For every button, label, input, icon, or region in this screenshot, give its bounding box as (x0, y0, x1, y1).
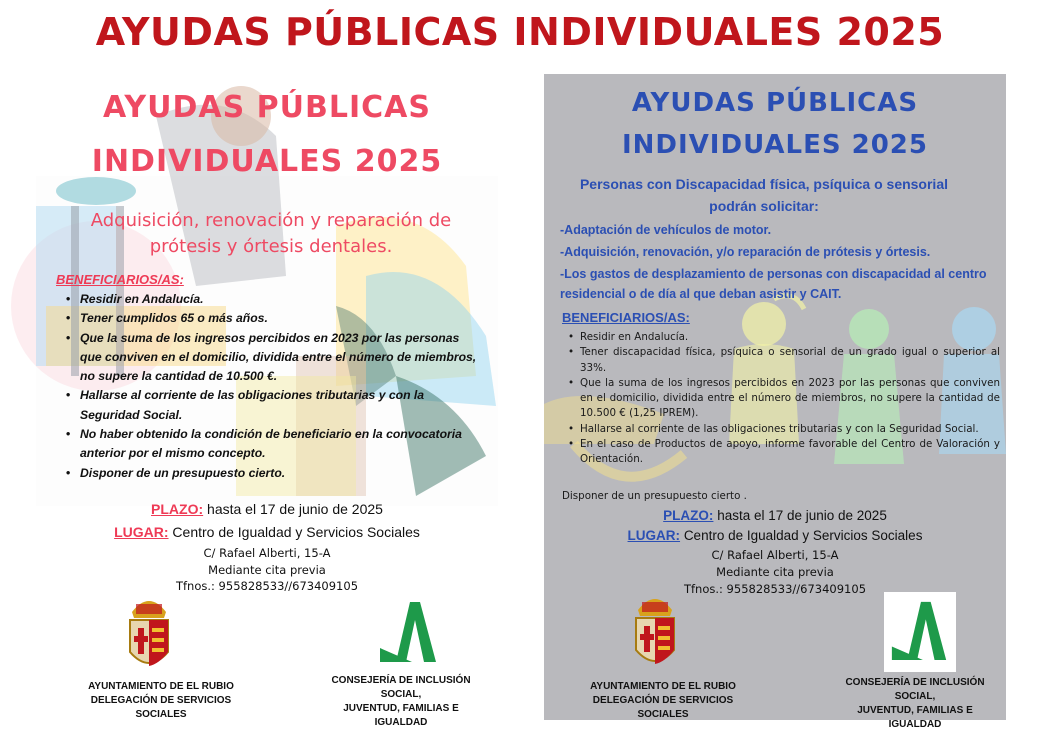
right-item: -Adaptación de vehículos de motor. (560, 223, 772, 237)
left-place-value: Centro de Igualdad y Servicios Sociales (172, 524, 420, 540)
right-item: residencial o de día al que deban asistir y CAIT. (560, 287, 842, 301)
right-extra-requirement: Disponer de un presupuesto cierto . (562, 490, 747, 502)
left-poster-subtitle-line1: Adquisición, renovación y reparación de (90, 210, 452, 231)
right-item: -Los gastos de desplazamiento de personas con discapacidad al centro (560, 267, 987, 281)
right-deadline-label: PLAZO: (663, 508, 714, 523)
left-phones: Tfnos.: 955828533//673409105 (175, 579, 359, 593)
right-deadline-value: hasta el 17 de junio de 2025 (717, 508, 887, 523)
right-junta-caption (830, 676, 1000, 732)
junta-logo-icon (888, 598, 952, 662)
list-item: • Residir en Andalucía. (580, 330, 1000, 345)
list-item: • En el caso de Productos de apoyo, informe favorable del Centro de Valoración y Orientación. (580, 437, 1000, 468)
left-poster (36, 76, 498, 728)
left-junta-caption (316, 674, 486, 730)
list-item: • Que la suma de los ingresos percibidos en 2023 por las personas que conviven en el domicilio, dividida entre el número de miembros, no supere la cantidad de 10.500 €. (80, 329, 480, 387)
left-deadline (36, 501, 498, 517)
right-phones: Tfnos.: 955828533//673409105 (683, 582, 867, 596)
left-place (36, 524, 498, 540)
council-crest-icon (124, 590, 174, 674)
right-council-caption (568, 680, 758, 722)
left-poster-title-line1: AYUDAS PÚBLICAS (103, 90, 431, 125)
right-poster-title-line1: AYUDAS PÚBLICAS (631, 88, 919, 118)
list-item: • Que la suma de los ingresos percibidos en 2023 por las personas que conviven en el domicilio, dividida entre el número de miembros, no supere la cantidad de 10.500 € (1,25 IPREM). (580, 376, 1000, 422)
left-place-label: LUGAR: (114, 524, 169, 540)
list-item: • Hallarse al corriente de las obligaciones tributarias y con la Seguridad Social. (80, 386, 480, 425)
left-council-caption (66, 680, 256, 722)
list-item: • No haber obtenido la condición de beneficiario en la convocatoria anterior por el mismo concepto. (80, 425, 480, 464)
list-item: • Hallarse al corriente de las obligaciones tributarias y con la Seguridad Social. (580, 422, 1000, 437)
caption-line: AYUNTAMIENTO DE EL RUBIO (88, 681, 234, 692)
right-poster (544, 74, 1006, 730)
right-appointment: Mediante cita previa (716, 565, 834, 579)
left-poster-subtitle-line2: prótesis y órtesis dentales. (149, 236, 393, 257)
left-poster-title-line2: INDIVIDUALES 2025 (91, 144, 443, 179)
caption-line: DELEGACIÓN DE SERVICIOS SOCIALES (592, 695, 734, 720)
slide-title: AYUDAS PÚBLICAS INDIVIDUALES 2025 (95, 10, 945, 54)
list-item: • Disponer de un presupuesto cierto. (80, 464, 480, 483)
caption-line: AYUNTAMIENTO DE EL RUBIO (590, 681, 736, 692)
left-requirements-list (64, 290, 480, 483)
council-crest-icon (630, 588, 680, 672)
list-item: • Residir en Andalucía. (80, 290, 480, 309)
left-address: C/ Rafael Alberti, 15-A (203, 546, 331, 560)
caption-line: JUVENTUD, FAMILIAS E IGUALDAD (343, 703, 459, 728)
right-poster-subtitle-line1: Personas con Discapacidad física, psíquica o sensorial (579, 176, 949, 192)
right-place-label: LUGAR: (627, 528, 681, 543)
right-deadline (544, 508, 1006, 523)
left-appointment: Mediante cita previa (208, 563, 326, 577)
caption-line: JUVENTUD, FAMILIAS E IGUALDAD (857, 705, 973, 730)
caption-line: CONSEJERÍA DE INCLUSIÓN SOCIAL, (331, 675, 471, 700)
right-item: -Adquisición, renovación, y/o reparación de prótesis y órtesis. (560, 245, 931, 259)
right-beneficiaries-heading: BENEFICIARIOS/AS: (562, 310, 690, 325)
junta-logo-icon (376, 598, 442, 664)
right-requirements-list (566, 330, 1000, 468)
right-place (544, 528, 1006, 543)
right-poster-subtitle-line2: podrán solicitar: (709, 198, 819, 214)
caption-line: CONSEJERÍA DE INCLUSIÓN SOCIAL, (845, 677, 985, 702)
right-address: C/ Rafael Alberti, 15-A (711, 548, 839, 562)
left-deadline-label: PLAZO: (151, 501, 204, 517)
list-item: • Tener cumplidos 65 o más años. (80, 309, 480, 328)
left-beneficiaries-heading: BENEFICIARIOS/AS: (56, 272, 184, 287)
left-deadline-value: hasta el 17 de junio de 2025 (207, 501, 383, 517)
right-poster-title-line2: INDIVIDUALES 2025 (622, 130, 928, 160)
caption-line: DELEGACIÓN DE SERVICIOS SOCIALES (90, 695, 232, 720)
list-item: • Tener discapacidad física, psíquica o sensorial de un grado igual o superior al 33%. (580, 345, 1000, 376)
right-place-value: Centro de Igualdad y Servicios Sociales (683, 528, 923, 543)
